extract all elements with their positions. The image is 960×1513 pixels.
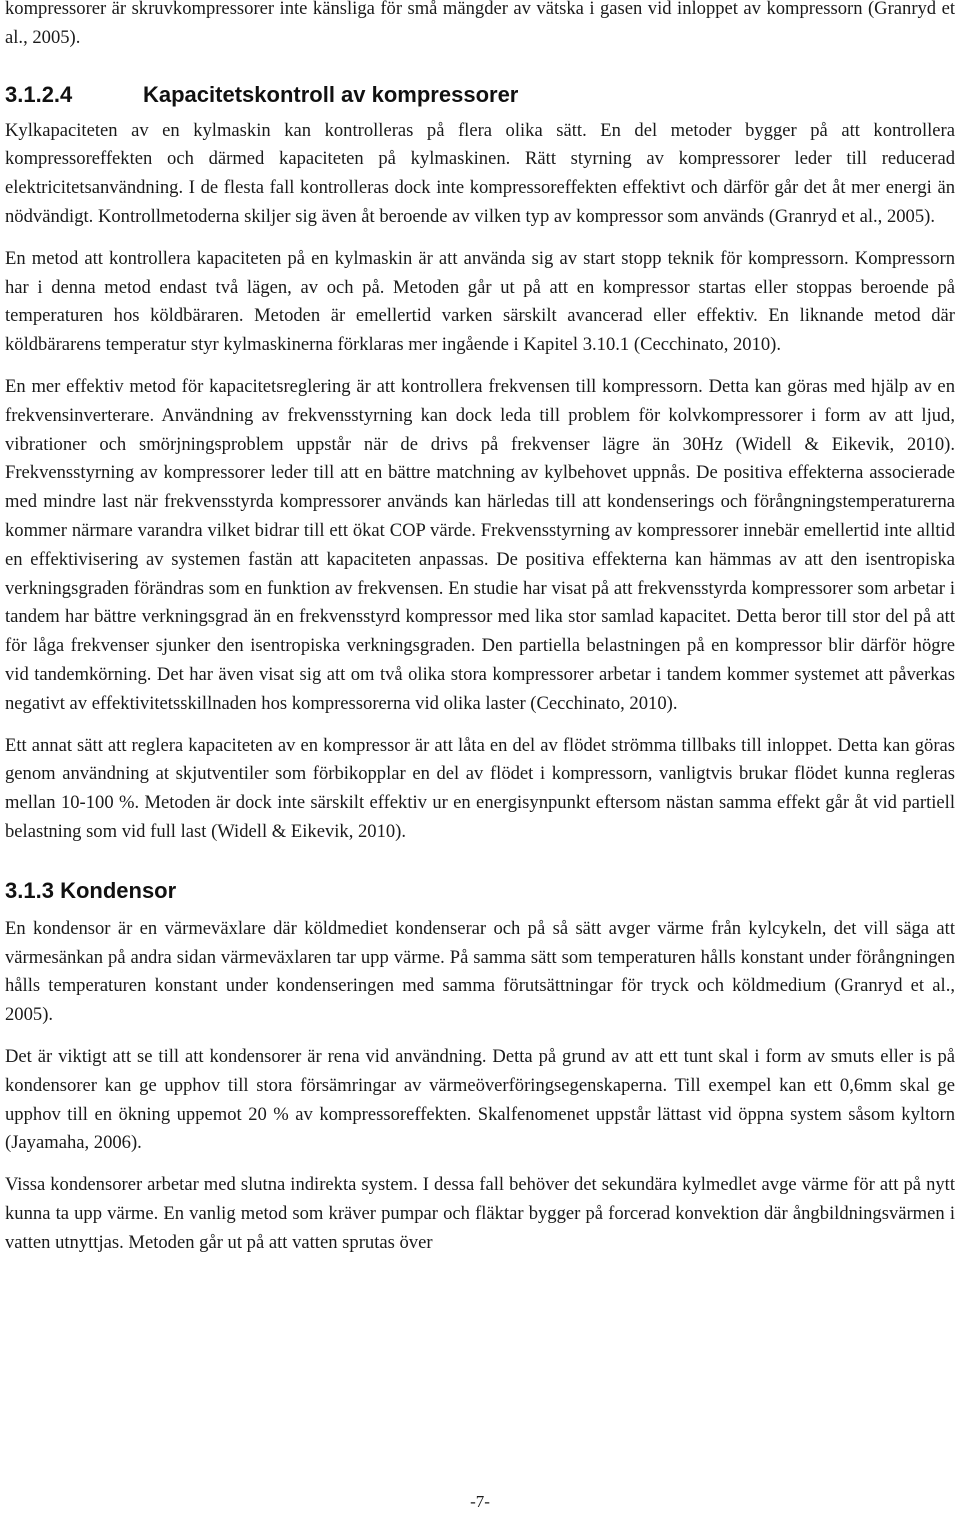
paragraph: Det är viktigt att se till att kondensorer är rena vid användning. Detta på grund av att ett tunt skal i form av smuts eller is på kondensorer kan ge upphov till stora försämringar av värmeöverföringsegenskaperna. Till exempel kan ett 0,6mm skal ge upphov till en ökning uppemot 20 % av kompressoreffekten. Skalfenomenet uppstår lättast vid öppna system såsom kyltorn (Jayamaha, 2006). [5,1045,955,1154]
intro-paragraph: kompressorer är skruvkompressorer inte känsliga för små mängder av vätska i gasen vid inloppet av kompressorn (Granryd et al., 2005). [5,0,955,48]
paragraph: Ett annat sätt att reglera kapaciteten av en kompressor är att låta en del av flödet strömma tillbaks till inloppet. Detta kan göras genom användning at skjutventiler som förbikopplar en del av flödet i kompressorn, vanligtvis brukar flödet kunna regleras mellan 10-100 %. Metoden är dock inte särskilt effektiv ur en energisynpunkt eftersom nästan samma effekt går åt vid partiell belastning som vid full last (Widell & Eikevik, 2010). [5,734,955,842]
section-heading-capacity-control [5,81,955,109]
paragraph: En kondensor är en värmeväxlare där köldmediet kondenserar och på så sätt avger värme från kylcykeln, det vill säga att värmesänkan på andra sidan värmeväxlaren tar upp värme. På samma sätt som temperaturen hålls konstant under förångningen hålls temperaturen konstant under kondenseringen med samma förutsättningar för tryck och köldmedium (Granryd et al., 2005). [5,917,955,1026]
paragraph: En metod att kontrollera kapaciteten på en kylmaskin är att använda sig av start stopp teknik för kompressorn. Kompressorn har i denna metod endast två lägen, av och på. Metoden går ut på att en kompressor startas eller stoppas beroende på temperaturen hos köldbäraren. Metoden är emellertid varken särskilt avancerad eller effektiv. En liknande metod där köldbärarens temperatur styr kylmaskinerna förklaras mer ingående i Kapitel 3.10.1 (Cecchinato, 2010). [5,247,955,356]
section-number: 3.1.3 [5,877,54,903]
section-title: Kondensor [60,877,177,903]
section-heading-condenser [5,877,955,905]
paragraph: En mer effektiv metod för kapacitetsreglering är att kontrollera frekvensen till kompressorn. Detta kan göras med hjälp av en frekvensinverterare. Användning av frekvensstyrning kan dock leda till problem för kolvkompressorer i form av att ljud, vibrationer och smörjningsproblem uppstår när de drivs på frekvenser lägre än 30Hz (Widell & Eikevik, 2010). Frekvensstyrning av kompressorer leder till att en bättre matchning av kylbehovet uppnås. De positiva effekterna associerade med mindre last när frekvensstyrda kompressorer används kan härledas till att kondenserings och förångningstemperaturerna kommer närmare varandra vilket bidrar till ett ökat COP värde. Frekvensstyrning av kompressorer innebär emellertid inte alltid en effektivisering av systemen fastän att kapaciteten anpassas. De positiva effekterna kan hämmas av att den isentropiska verkningsgraden förändras som en funktion av frekvensen. En studie har visat på att frekvensstyrda kompressorer som arbetar i tandem har bättre verkningsgrad än en frekvensstyrd kompressor med lika stor samlad kapacitet. Detta beror till stor del på att för låga frekvenser sjunker den isentropiska verkningsgraden. Den partiella belastningen på en kompressor blir därför högre vid tandemkörning. Det har även visat sig att om två olika stora kompressorer arbetar i tandem kommer systemet att påverkas negativt av effektivitetsskillnaden hos kompressorerna vid olika laster (Cecchinato, 2010). [5,375,955,714]
paragraph: Vissa kondensorer arbetar med slutna indirekta system. I dessa fall behöver det sekundära kylmedlet avge värme för att på nytt kunna ta upp värme. En vanlig metod som kräver pumpar och fläktar bygger på forcerad konvektion där ångbildningsvärmen i vatten utnyttjas. Metoden går ut på att vatten sprutas över [5,1174,955,1253]
section-title: Kapacitetskontroll av kompressorer [143,81,519,107]
section-number: 3.1.2.4 [5,81,73,107]
document-page [5,0,955,1257]
paragraph: Kylkapaciteten av en kylmaskin kan kontrolleras på flera olika sätt. En del metoder bygger på att kontrollera kompressoreffekten och därmed kapaciteten på kylmaskinen. Rätt styrning av kompressorer leder till reducerad elektricitetsanvändning. I de flesta fall kontrolleras dock inte kompressoreffekten effektivt och därför går det åt mer energi än nödvändigt. Kontrollmetoderna skiljer sig även åt beroende av vilken typ av kompressor som används (Granryd et al., 2005). [5,119,955,227]
page-number: -7- [470,1492,490,1511]
